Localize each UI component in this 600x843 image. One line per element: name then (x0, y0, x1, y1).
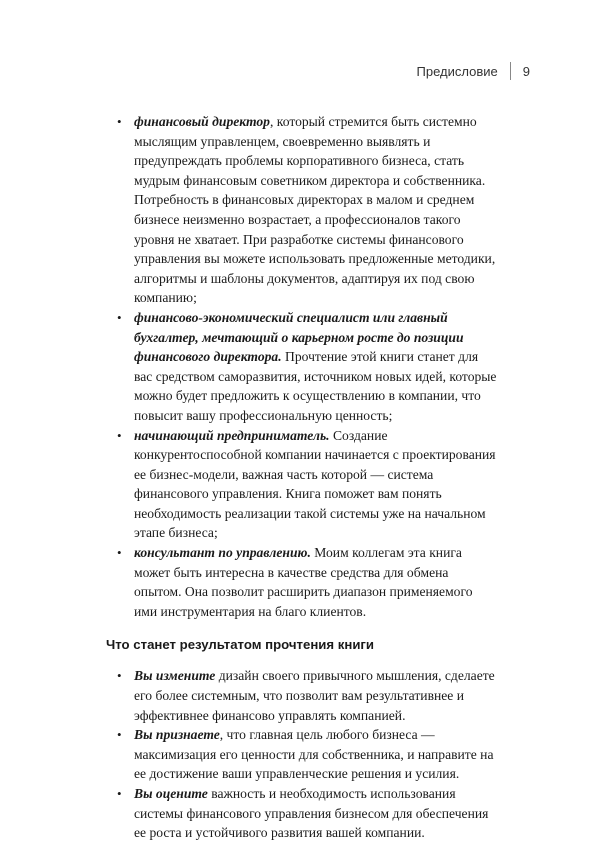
bullet-icon: • (117, 114, 122, 129)
list-item-term: Вы признаете (134, 727, 220, 743)
audience-list (106, 112, 498, 621)
bullet-icon: • (117, 545, 122, 561)
list-item (106, 725, 498, 784)
list-item-term: финансово-экономический специалист или главный бухгалтер, мечтающий о карьерном росте до позиции финансового директора. (134, 309, 464, 365)
bullet-icon: • (117, 727, 122, 743)
section-heading: Что станет результатом прочтения книги (106, 637, 375, 653)
list-item (106, 426, 498, 544)
page-body (106, 112, 498, 843)
list-item-text: Создание конкурентоспособной компании начинается с проектирования ее бизнес-модели, важная часть которой — система финансового управления. Книга поможет вам понять необходимость реализации такой системы уже на начальном этапе бизнеса; (134, 427, 496, 541)
header-divider (510, 62, 511, 80)
list-item-text: Прочтение этой книги станет для вас средством саморазвития, источником новых идей, которые можно будет предложить к осуществлению в компании, что повысит вашу профессиональную ценность; (134, 349, 497, 423)
list-item-term: Вы оцените (134, 786, 208, 801)
bullet-icon: • (117, 786, 122, 801)
list-item-term: консультант по управлению. (134, 545, 311, 561)
list-item-text: дизайн своего привычного мышления, сделаете его более системным, что позволит вам результативнее и эффективнее финансово управлять компанией. (134, 668, 495, 723)
list-item-text: , который стремится быть системно мыслящим управленцем, своевременно выявлять и предупреждать проблемы корпоративного бизнеса, стать мудрым финансовым советником директора и собственника. Потребность в финансовых директорах в малом и среднем бизнесе неизменно возрастает, а профессионалов такого уровня не хватает. При разработке системы финансового управления вы можете использовать предложенные методики, алгоритмы и шаблоны документов, адаптируя их под свою компанию; (134, 114, 496, 306)
bullet-icon: • (117, 427, 122, 443)
list-item-term: начинающий предприниматель. (134, 427, 330, 443)
page-number: 9 (522, 63, 530, 79)
list-item (106, 112, 498, 308)
list-item-text: Моим коллегам эта книга может быть интересна в качестве средства для обмена опытом. Она позволит расширить диапазон применяемого ими инструментария на благо клиентов. (134, 545, 473, 619)
bullet-icon: • (117, 668, 122, 684)
list-item (106, 308, 498, 426)
list-item (106, 543, 498, 621)
bullet-icon: • (117, 309, 122, 325)
results-list (106, 666, 498, 842)
running-header-title: Предисловие (416, 63, 498, 79)
list-item-text: , что главная цель любого бизнеса — максимизация его ценности для собственника, и направите на ее достижение ваши управленческие решения и усилия. (134, 727, 494, 782)
running-header (417, 62, 530, 80)
list-item-term: финансовый директор (134, 114, 270, 129)
list-item-text: важность и необходимость использования системы финансового управления бизнесом для обеспечения ее роста и устойчивого развития вашей компании. (134, 786, 489, 841)
list-item (106, 784, 498, 843)
list-item (106, 666, 498, 725)
list-item-term: Вы измените (134, 668, 216, 684)
